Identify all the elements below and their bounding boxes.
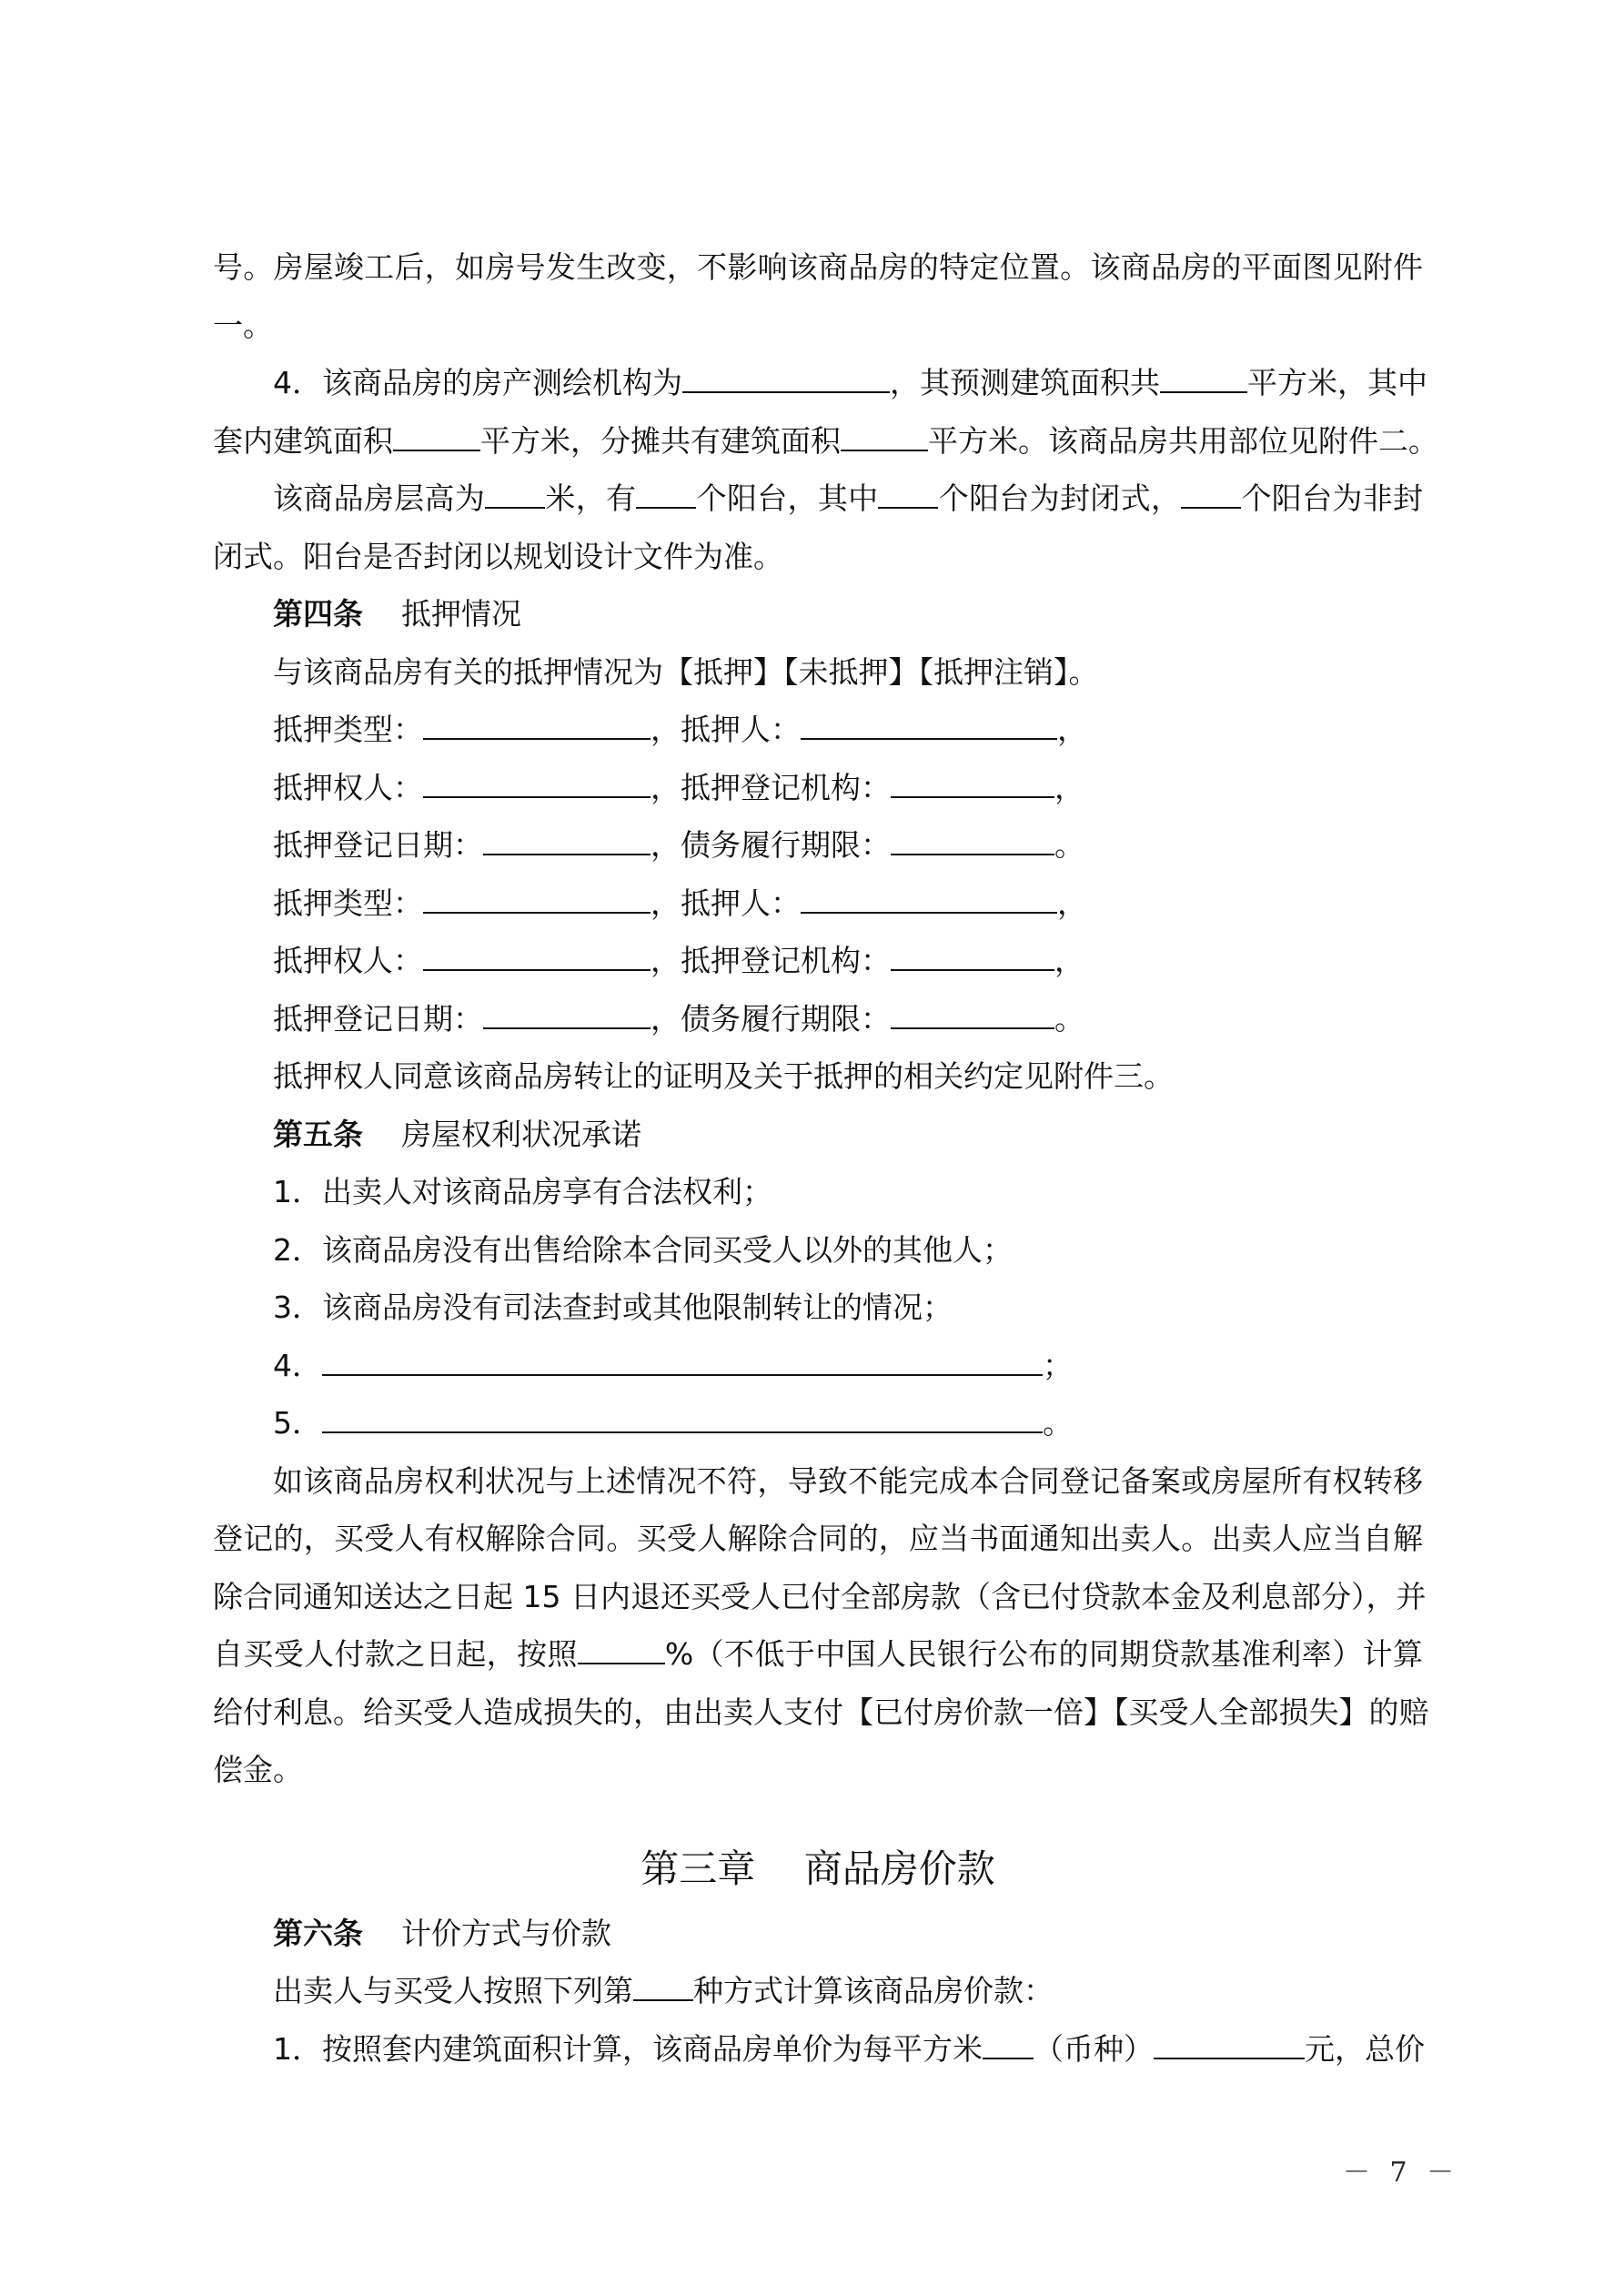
blank-field [878, 483, 938, 509]
text-line: 闭式。阳台是否封闭以规划设计文件为准。 [213, 538, 783, 574]
text-line: 偿金。 [213, 1752, 303, 1787]
article-heading: 第四条 抵押情况 [273, 596, 521, 632]
blank-field [423, 888, 651, 914]
mortgage-row: 抵押权人： ，抵押登记机构： ， [273, 769, 1084, 805]
blank-field [636, 483, 696, 509]
list-item: 1．出卖人对该商品房享有合法权利； [273, 1174, 772, 1209]
text-line: 除合同通知送达之日起 15 日内退还买受人已付全部房款（含已付贷款本金及利息部分），并 [213, 1578, 1427, 1614]
blank-field [322, 1408, 1043, 1433]
chapter-title: 第三章 商品房价款 [641, 1846, 995, 1891]
blank-field [485, 483, 545, 509]
blank-field [1160, 368, 1247, 393]
blank-field [841, 426, 928, 451]
text-line: 4．该商品房的房产测绘机构为 ，其预测建筑面积共 平方米，其中 [273, 365, 1427, 400]
mortgage-row: 抵押登记日期： ，债务履行期限： 。 [273, 1000, 1084, 1037]
blank-field [983, 2034, 1034, 2059]
blank-field [483, 830, 651, 855]
blank-field [423, 714, 651, 740]
mortgage-row: 抵押类型： ，抵押人： ， [273, 885, 1087, 921]
text-line: 与该商品房有关的抵押情况为【抵押】【未抵押】【抵押注销】。 [273, 653, 1099, 690]
text-line: 给付利息。给买受人造成损失的，由出卖人支付【已付房价款一倍】【买受人全部损失】的赔 [213, 1694, 1429, 1730]
list-item: 3．该商品房没有司法查封或其他限制转让的情况； [273, 1290, 953, 1325]
blank-field [1154, 2034, 1305, 2059]
blank-field [423, 773, 651, 798]
blank-field [891, 1004, 1054, 1029]
text-line: 该商品房层高为 米，有 个阳台，其中 个阳台为封闭式， 个阳台为非封 [273, 480, 1424, 516]
text-line: 抵押权人同意该商品房转让的证明及关于抵押的相关约定见附件三。 [273, 1058, 1174, 1094]
text-line: 一。 [213, 307, 273, 343]
list-item: 4． ； [273, 1347, 1073, 1383]
article-heading: 第六条 计价方式与价款 [273, 1915, 611, 1951]
blank-field [801, 888, 1057, 914]
blank-field [682, 368, 890, 393]
blank-field [891, 830, 1054, 855]
mortgage-row: 抵押权人： ，抵押登记机构： ， [273, 943, 1084, 978]
text-line: 自买受人付款之日起，按照 %（不低于中国人民银行公布的同期贷款基准利率）计算 [213, 1636, 1424, 1672]
text-line: 号。房屋竣工后，如房号发生改变，不影响该商品房的特定位置。该商品房的平面图见附件 [213, 249, 1423, 285]
text-line: 登记的，买受人有权解除合同。买受人解除合同的，应当书面通知出卖人。出卖人应当自解 [213, 1521, 1423, 1556]
mortgage-row: 抵押类型： ，抵押人： ， [273, 712, 1087, 747]
blank-field [393, 426, 480, 451]
article-heading: 第五条 房屋权利状况承诺 [273, 1116, 641, 1152]
page-number: － 7 － [1343, 2157, 1460, 2189]
blank-field [423, 946, 651, 971]
blank-field [322, 1350, 1043, 1376]
text-line: 1．按照套内建筑面积计算，该商品房单价为每平方米 （币种） 元，总价 [273, 2030, 1425, 2067]
mortgage-row: 抵押登记日期： ，债务履行期限： 。 [273, 827, 1084, 863]
blank-field [483, 1004, 651, 1029]
document-body [213, 238, 1438, 2078]
text-line: 如该商品房权利状况与上述情况不符，导致不能完成本合同登记备案或房屋所有权转移 [273, 1462, 1423, 1499]
blank-field [891, 773, 1054, 798]
blank-field [801, 714, 1057, 740]
blank-field [578, 1639, 665, 1664]
text-line: 出卖人与买受人按照下列第 种方式计算该商品房价款： [273, 1973, 1054, 2008]
list-item: 5． 。 [273, 1405, 1073, 1441]
blank-field [633, 1976, 693, 2001]
text-line: 套内建筑面积 平方米，分摊共有建筑面积 平方米。该商品房共用部位见附件二。 [213, 422, 1438, 459]
blank-field [891, 946, 1054, 971]
list-item: 2．该商品房没有出售给除本合同买受人以外的其他人； [273, 1231, 1013, 1268]
blank-field [1181, 483, 1241, 509]
